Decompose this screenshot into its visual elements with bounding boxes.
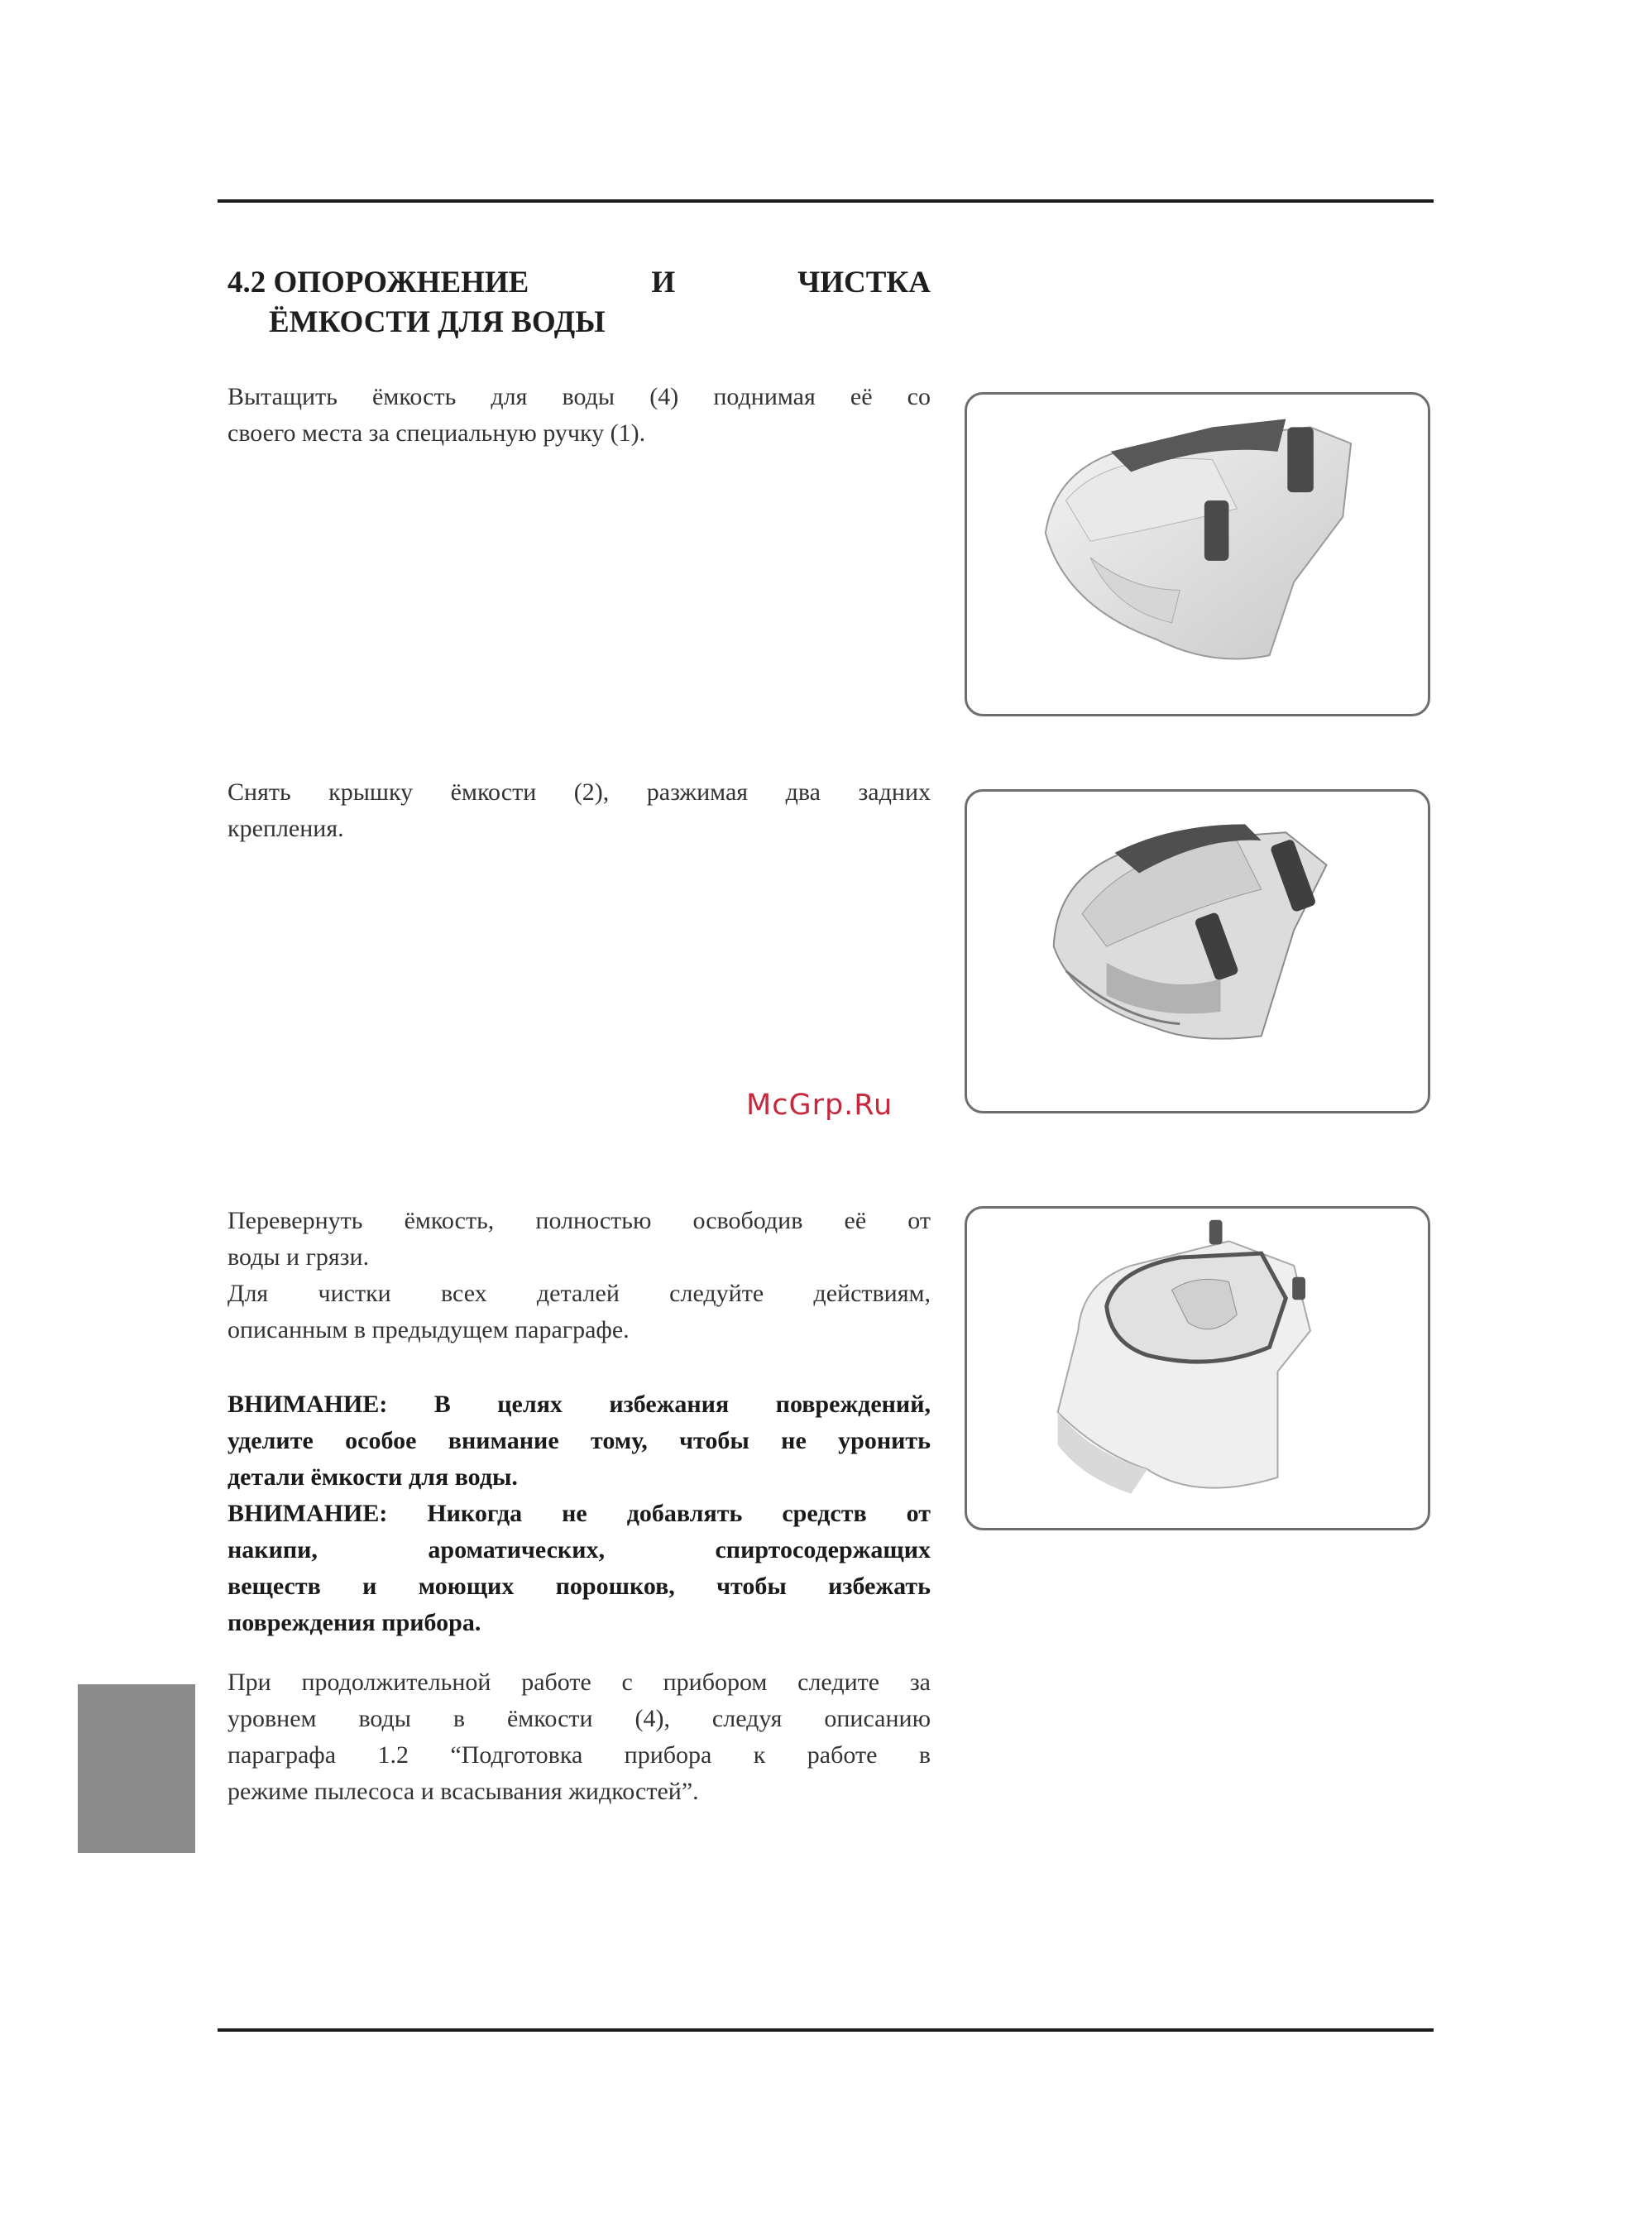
water-tank-open-top-icon — [967, 1209, 1428, 1528]
heading-word-cleaning: ЧИСТКА — [797, 266, 931, 299]
bottom-rule — [218, 2028, 1434, 2032]
warning-drop: ВНИМАНИЕ: В целях избежания повреждений, уделите особое внимание тому, чтобы не уронить детали ёмкости для воды. — [227, 1391, 931, 1491]
figure-lid-remove — [965, 789, 1430, 1113]
step1-text: Вытащить ёмкость для воды (4) поднимая её со своего места за специальную ручку (1). — [227, 383, 931, 447]
heading-line-2: ЁМКОСТИ ДЛЯ ВОДЫ — [269, 305, 606, 339]
section-number-and-word: 4.2 ОПОРОЖНЕНИЕ — [227, 266, 529, 299]
section-tab-marker — [78, 1684, 195, 1853]
top-rule — [218, 199, 1434, 203]
water-tank-lid-removed-icon — [967, 792, 1428, 1111]
water-level-note: При продолжительной работе с прибором следите за уровнем воды в ёмкости (4), следуя описанию параграфа 1.2 “Подготовка прибора к работе в режиме пылесоса и всасывания жидкостей”. — [227, 1669, 931, 1805]
warning-chemicals: ВНИМАНИЕ: Никогда не добавлять средств от накипи, ароматических, спиртосодержащих веществ и моющих порошков, чтобы избежать повреждения прибора. — [227, 1500, 931, 1636]
figure-tank-empty — [965, 1206, 1430, 1530]
section-heading — [227, 263, 931, 342]
watermark: McGrp.Ru — [746, 1089, 893, 1122]
figure-tank-remove — [965, 392, 1430, 716]
heading-word-and: И — [651, 266, 676, 299]
step3-text: Перевернуть ёмкость, полностью освободив её от воды и грязи. Для чистки всех деталей следуйте действиям, описанным в предыдущем параграфе. — [227, 1207, 931, 1343]
step2-text: Снять крышку ёмкости (2), разжимая два задних крепления. — [227, 778, 931, 842]
water-tank-with-handle-icon — [967, 395, 1428, 714]
